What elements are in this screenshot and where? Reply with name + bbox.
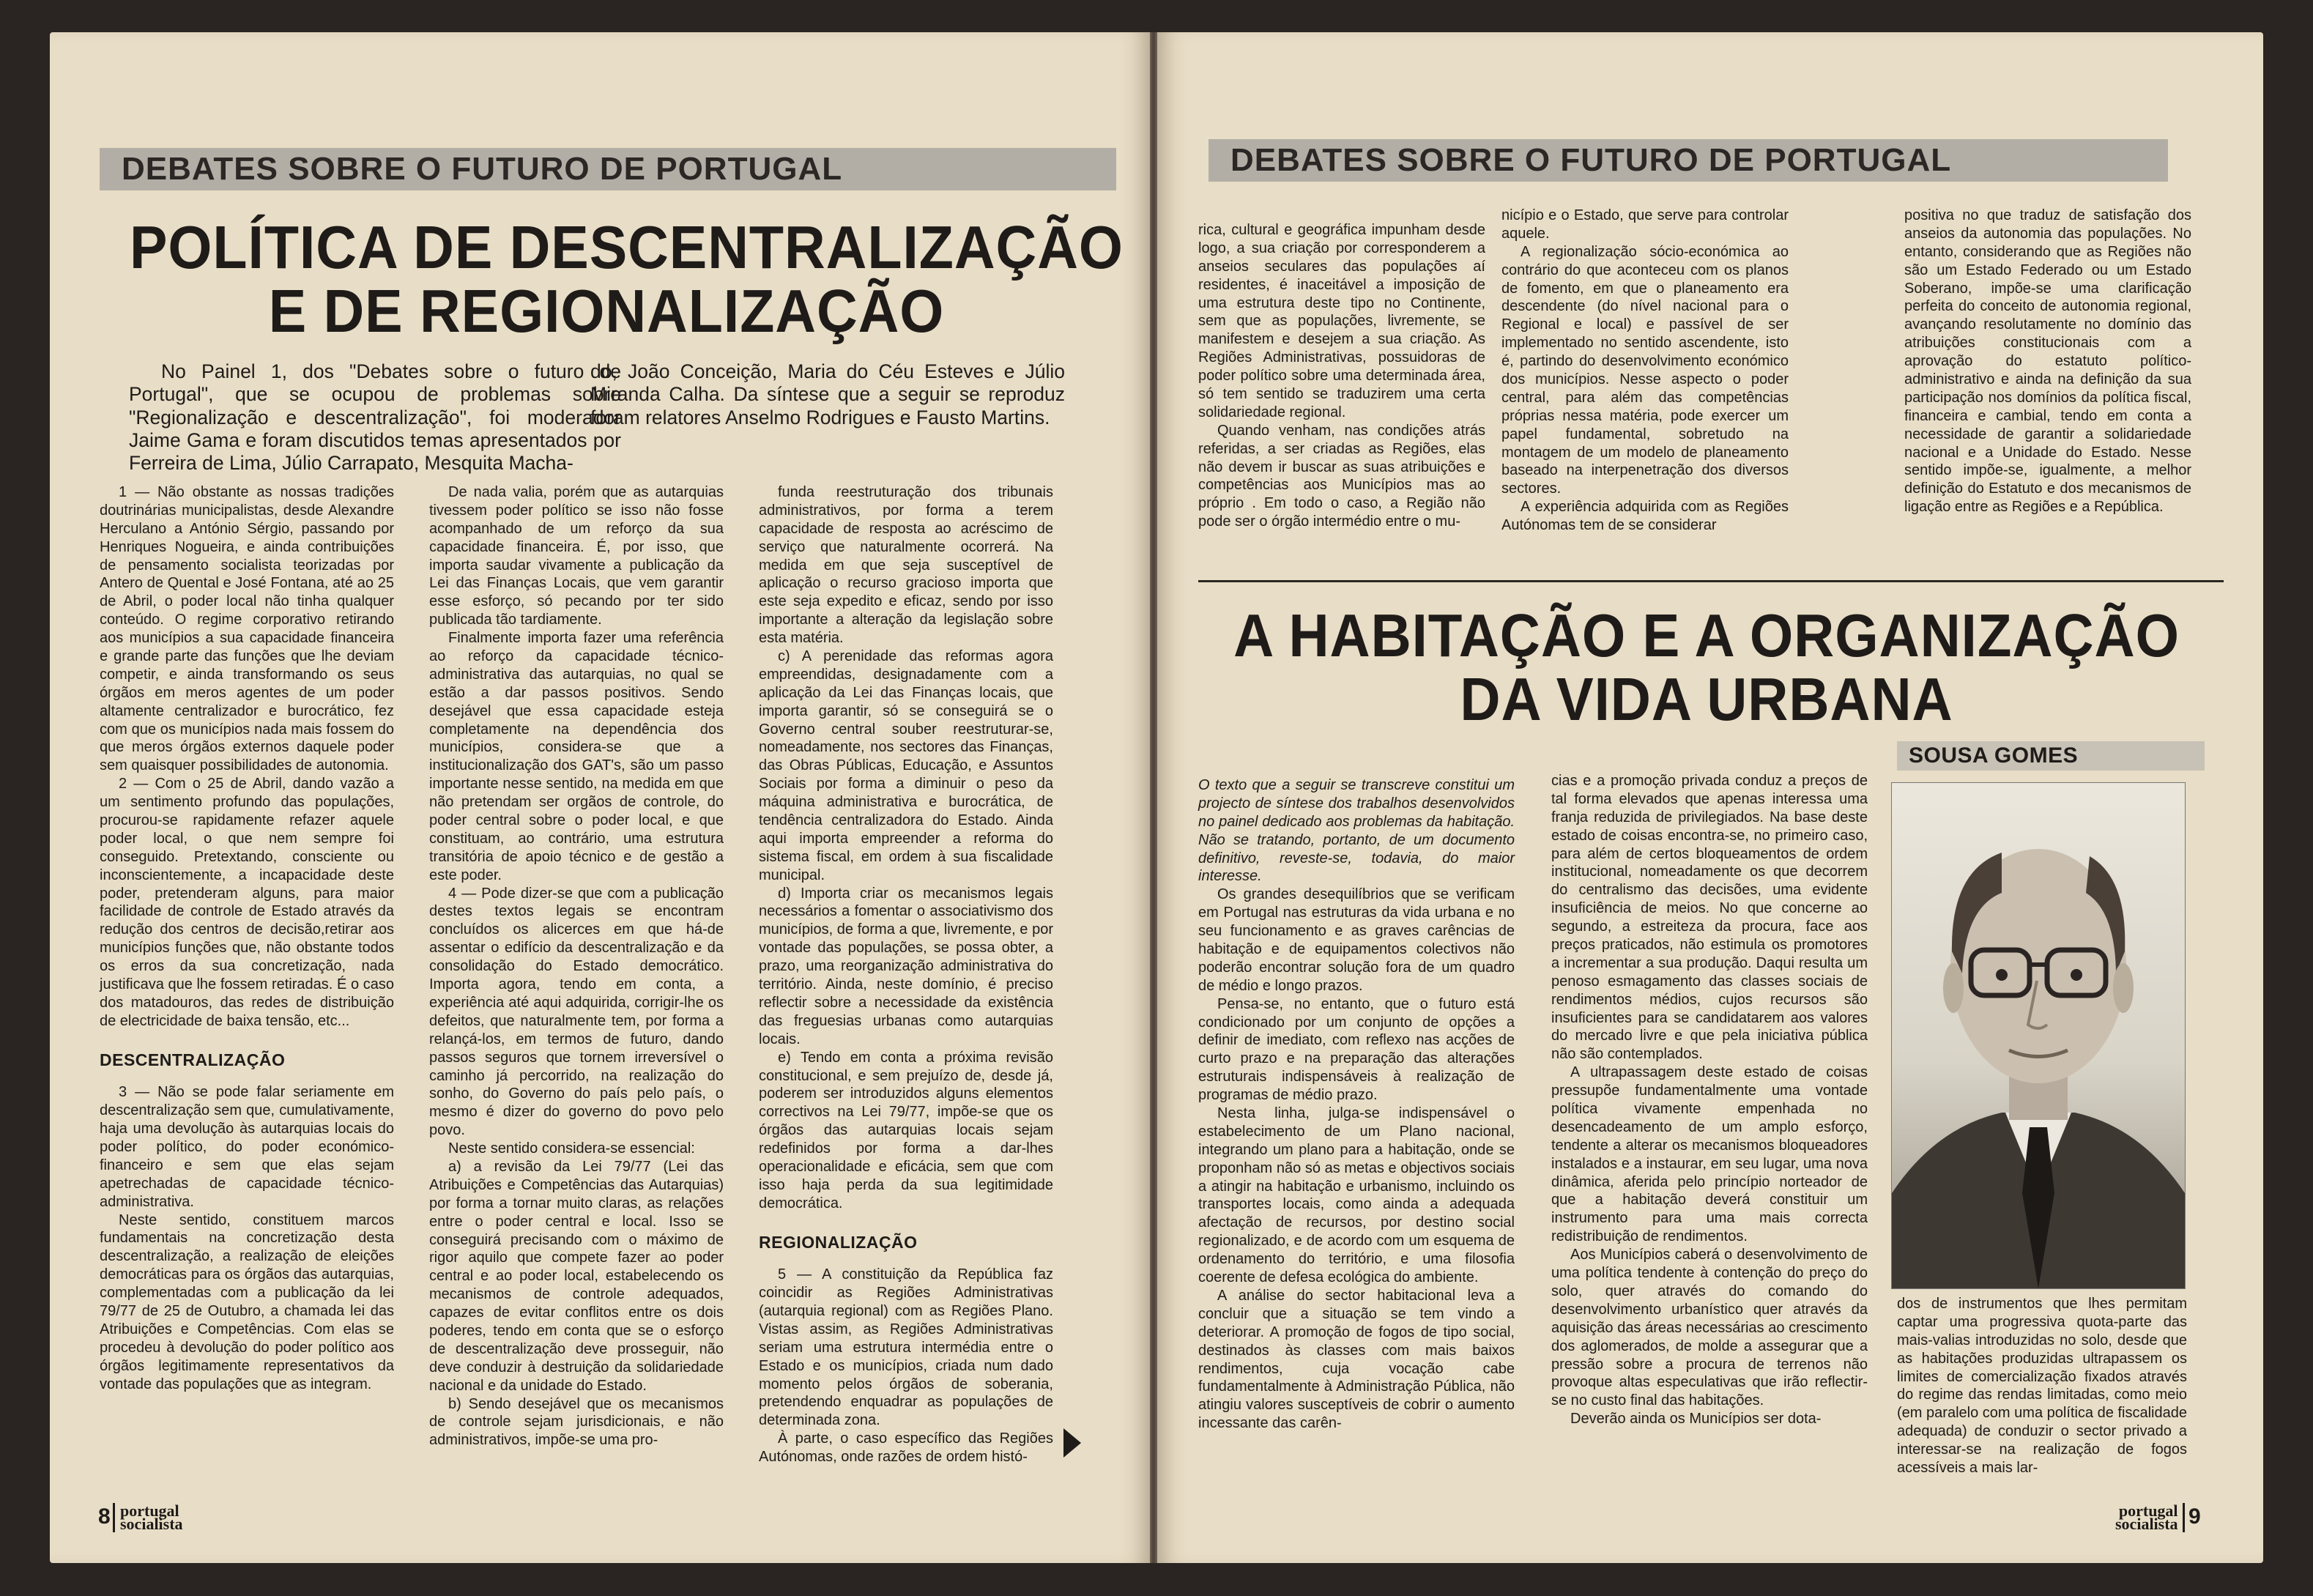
subhead-regionalizacao: REGIONALIZAÇÃO — [759, 1232, 918, 1252]
headline-line-2: E DE REGIONALIZAÇÃO — [268, 277, 945, 346]
paragraph: funda reestruturação dos tribunais administrativos, por forma a terem capacidade de resposta ao acréscimo de serviço que naturalmente ocorrerá. Na medida em que seja susceptível de aplicação o recurso gracioso importa que este seja expedito e eficaz, sendo por isso importante a alteração da legislação sobre esta matéria. — [759, 484, 1053, 647]
paragraph: 4 — Pode dizer-se que com a publicação destes textos legais se encontram concluídos os alicerces em que há-de assentar o edifício da descentralização e da consolidação do Estado democrático. Importa agora, tendo em conta, a experiência até aqui adquirida, corrigir-lhe os defeitos, que naturalmente tem, por forma a relançá-los, em termos de futuro, dando passos seguros que tornem irreversível o caminho já percorrido, na realização do sonho, do Governo do país pelo país, o mesmo é dizer do governo do povo pelo povo. — [429, 885, 724, 1139]
paragraph: a) a revisão da Lei 79/77 (Lei das Atribuições e Competências das Autarquias) por forma a tornar muito claras, as relações entre o poder central e local. Isso se conseguirá precisando com o máximo de rigor aquilo que compete fazer ao poder central e ao poder local, estabelecendo os mecanismos de controle adequados, capazes de evitar conflitos entre os dois poderes, tendo em conta que se o esforço de descentralização deve prosseguir, não deve conduzir à destruição da solidariedade nacional e da unidade do Estado. — [429, 1158, 724, 1394]
body-column-2 — [429, 483, 724, 1454]
paragraph: Pensa-se, no entanto, que o futuro está condicionado por um conjunto de opções a definir de imediato, com reflexo nas acções de curto prazo e na preparação das alterações estruturais indispensáveis à realização de programas de médio prazo. — [1198, 995, 1515, 1104]
body-column-1 — [100, 483, 394, 1454]
paragraph: c) A perenidade das reformas agora empreendidas, designadamente com a aplicação da Lei das Finanças locais, que importa garantir, só se conseguirá se o Governo central souber reestruturar-se, nomeadamente, nos sectores das Finanças, das Obras Públicas, Educação, e Assuntos Sociais por forma a diminuir o peso da máquina administrativa e burocrática, de tendência centralizadora do Estado. Ainda aqui importa empreender a reforma do sistema fiscal, em ordem à sua fiscalidade municipal. — [759, 648, 1053, 883]
footer-divider — [113, 1503, 115, 1532]
headline-line-1: A HABITAÇÃO E A ORGANIZAÇÃO — [1233, 601, 2180, 669]
intro-column-1: No Painel 1, dos "Debates sobre o futuro de Portugal", que se ocupou de problemas sobre "Regionalização e descentralização", foi moderador Jaime Gama e foram discutidos temas apresentados por Ferreira de Lima, Júlio Carrapato, Mesquita Macha- — [129, 360, 621, 475]
publication-logo: portugal socialista — [120, 1502, 183, 1533]
section-banner: DEBATES SOBRE O FUTURO DE PORTUGAL — [1209, 139, 2168, 182]
article-headline — [130, 213, 1124, 346]
paragraph: Aos Municípios caberá o desenvolvimento de uma política tendente à contenção do preço do solo, quer através do comando do desenvolvimento urbanístico quer através da aquisição das áreas necessárias ao crescimento dos aglomerados, de molde a assegurar que a pressão sobre a procura de terrenos não provoque altas especulativas que irão reflectir-se no custo final das habitações. — [1551, 1247, 1868, 1409]
paragraph: e) Tendo em conta a próxima revisão constitucional, e sem prejuízo de, desde já, poderem ser introduzidos alguns elementos correctivos na Lei 79/77, impõe-se que os órgãos das autarquias locais sejam redefinidos por forma a dar-lhes operacionalidade e eficácia, sem que com isso haja perda da sua legitimidade democrática. — [759, 1049, 1053, 1211]
article-column-1 — [1198, 776, 1515, 1509]
footer-divider — [2183, 1503, 2185, 1532]
article-column-3 — [1897, 1295, 2187, 1507]
paragraph: A análise do sector habitacional leva a concluir que a situação se tem vindo a deteriorar. A promoção de fogos de tipo social, destinados às classes com mais baixos rendimentos, cuja vocação cabe fundamentalmente à Administração Pública, não atingiu valores susceptíveis de cobrir o aumento incessante das carên- — [1198, 1287, 1515, 1432]
paragraph: A ultrapassagem deste estado de coisas pressupõe fundamentalmente uma vontade política vivamente empenhada no desencadeamento de um amplo esforço, tendente a alterar os mecanismos bloqueadores instalados e a instaurar, em seu lugar, uma nova dinâmica, aferida pelo princípio norteador de que a habitação deverá constituir um instrumento para uma mais correcta redistribuição de rendimentos. — [1551, 1064, 1868, 1245]
paragraph: De nada valia, porém que as autarquias tivessem poder político se isso não fosse acompanhado de um reforço da sua capacidade financeira. É, por isso, que importa saudar vivamente a publicação da Lei das Finanças Locais, que vem garantir esse esforço, só pecando por ter sido publicada tão tardiamente. — [429, 484, 724, 628]
portrait-photo-icon — [1892, 783, 2185, 1288]
paragraph: Finalmente importa fazer uma referência ao reforço da capacidade técnico-administrativa das autarquias, no qual se estão a dar passos positivos. Sendo desejável que essa capacidade esteja completamente na dependência dos municípios, considera-se que a institucionalização dos GAT's, são um passo importante nesse sentido, na medida em que não pretendam ser orgãos de controle, do poder central sobre o poder local, e que constituam, ao contrário, uma estrutura transitória de apoio técnico e de gestão a este poder. — [429, 630, 724, 883]
page-number: 9 — [2188, 1504, 2201, 1529]
paragraph: 3 — Não se pode falar seriamente em descentralização sem que, cumulativamente, haja uma devolução às autarquias locais do poder político, do poder económico-financeiro e sem que elas sejam apetrechadas de capacidade técnico-administrativa. — [100, 1084, 394, 1210]
section-divider — [1198, 580, 2224, 582]
author-name: SOUSA GOMES — [1909, 743, 2079, 768]
continuation-column-3 — [1904, 207, 2191, 573]
paragraph: Neste sentido considera-se essencial: — [448, 1140, 695, 1157]
continuation-column-2 — [1501, 207, 1789, 573]
page-number: 8 — [98, 1504, 111, 1529]
right-page — [1157, 32, 2263, 1563]
paragraph: cias e a promoção privada conduz a preços de tal forma elevados que apenas interessa uma franja reduzida de privilegiados. Na base deste estado de coisas encontra-se, no primeiro caso, para além de certos bloqueamentos de ordem institucional, nomeadamente os que decorrem do centralismo das decisões, uma evidente insuficiência de meios. No que concerne ao segundo, a estreiteza da procura, face aos preços praticados, não estimula os promotores a incrementar a sua produção. Daqui resulta um penoso esmagamento das classes sociais de rendimentos médios, cujos recursos são insuficientes para se candidatarem aos valores do mercado livre e que pela iniciativa pública não são contemplados. — [1551, 773, 1868, 1063]
paragraph: nicípio e o Estado, que serve para controlar aquele. — [1501, 207, 1789, 242]
author-band — [1897, 741, 2205, 771]
paragraph: d) Importa criar os mecanismos legais necessários a fomentar o associativismo dos municípios, de forma a que, livremente, e por vontade das populações, se possa obter, a prazo, uma reorganização administrativa do território. Ainda, neste domínio, é preciso reflectir sobre a necessidade da existência das freguesias urbanas como autarquias locais. — [759, 885, 1053, 1047]
paragraph: Quando venham, nas condições atrás referidas, a ser criadas as Regiões, elas não devem ir buscar as suas atribuições e competências aos Municípios mas ao próprio . Em todo o caso, a Região não pode ser o órgão intermédio entre o mu- — [1198, 422, 1485, 530]
paragraph: Neste sentido, constituem marcos fundamentais na concretização desta descentralização, a realização de eleições democráticas para os órgãos das autarquias, complementadas com a publicação da lei 79/77 de 25 de Outubro, a chamada lei das Atribuições e Competências. Com elas se procedeu à devolução do poder político aos órgãos legitimamente representativos da vontade das populações que as integram. — [100, 1211, 394, 1392]
paragraph: Os grandes desequilíbrios que se verificam em Portugal nas estruturas da vida urbana e no seu funcionamento e as graves carências de habitação e de equipamentos colectivos não poderão encontrar solução fora de um quadro de médio e longo prazos. — [1198, 886, 1515, 994]
continuation-column-1 — [1198, 221, 1485, 573]
paragraph: Deverão ainda os Municípios ser dota- — [1570, 1411, 1822, 1428]
paragraph: dos de instrumentos que lhes permitam captar uma progressiva quota-parte das mais-valias introduzidas no solo, desde que as habitações produzidas ultrapassem os limites de comercialização fixados através do regime das rendas limitadas, como meio (em paralelo com uma política de fiscalidade adequada) de conduzir o sector privado a interessar-se na realização de fogos acessíveis a mais lar- — [1897, 1296, 2187, 1477]
paragraph: 5 — A constituição da República faz coincidir as Regiões Administrativas (autarquia regional) com as Regiões Plano. Vistas assim, as Regiões Administrativas seriam uma estrutura intermédia entre o Estado e os municípios, criada num dado momento pelos órgãos de soberania, pretendendo enquadrar as populações de determinada zona. — [759, 1266, 1053, 1429]
headline-line-1: POLÍTICA DE DESCENTRALIZAÇÃO — [130, 213, 1124, 281]
body-column-3 — [759, 483, 1053, 1466]
left-page — [50, 32, 1150, 1563]
paragraph: Nesta linha, julga-se indispensável o estabelecimento de um Plano nacional, integrando um plano para a habitação, onde se proponham não só as metas e objectivos sociais a atingir na habitação e urbanismo, incluindo os transportes locais, como ainda a adequada afectação de recursos, por destino social regionalizado, e de acordo com um esquema de ordenamento do território, e uma filosofia coerente de defesa ecológica do ambiente. — [1198, 1105, 1515, 1286]
paragraph: À parte, o caso específico das Regiões Autónomas, onde razões de ordem histó- — [759, 1430, 1053, 1466]
paragraph: 2 — Com o 25 de Abril, dando vazão a um sentimento profundo das populações, procurou-se rapidamente refazer aquele poder local, o que nem sempre foi conseguido. Pretextando, consciente ou inconscientemente, a incapacidade deste poder, pretenderam alguns, para maior facilidade de controle de Estado através da redução dos centros de decisão,retirar aos municípios funções que, não obstante todos os erros da sua concretização, nada justificava que lhe fossem retiradas. É o caso dos matadouros, das redes de distribuição de electricidade de baixa tensão, etc... — [100, 776, 394, 1029]
paragraph: A regionalização sócio-económica ao contrário do que aconteceu com os planos de fomento, em que o planeamento era descendente (do nível nacional para o Regional e local) e passível de ser implementado no sentido ascendente, isto é, partindo do desenvolvimento económico dos municípios. Nesse aspecto o poder central, para além das competências próprias nessa matéria, pode exercer um papel fundamental, sobretudo na montagem de um modelo de planeamento baseado na interpenetração dos diversos sectores. — [1501, 243, 1789, 497]
subhead-descentralizacao: DESCENTRALIZAÇÃO — [100, 1050, 286, 1069]
headline-line-2: DA VIDA URBANA — [1460, 665, 1953, 734]
intro-column-2: do, João Conceição, Maria do Céu Esteves e Júlio Miranda Calha. Da síntese que a seguir se reproduz foram relatores Anselmo Rodrigues e Fausto Martins. — [590, 360, 1065, 428]
paragraph: A experiência adquirida com as Regiões Autónomas tem de se considerar — [1501, 499, 1789, 534]
paragraph: 1 — Não obstante as nossas tradições doutrinárias municipalistas, desde Alexandre Herculano a António Sérgio, passando por Henriques Nogueira, e ainda contribuições de pensamento socialista teorizadas por Antero de Quental e José Fontana, até ao 25 de Abril, o poder local não tinha qualquer conteúdo. O regime corporativo retirando aos municípios a sua capacidade financeira e grande parte das funções que lhe deviam competir, e ainda transformando os seus órgãos em meros agentes de um poder altamente centralizador e burocrático, fez com que os municípios nada mais fossem do que meros órgãos externos daquele poder sem quaisquer possibilidades de autonomia. — [100, 484, 394, 774]
article-column-2 — [1551, 772, 1868, 1509]
publication-logo: portugal socialista — [2115, 1502, 2178, 1533]
lead-paragraph: O texto que a seguir se transcreve constitui um projecto de síntese dos trabalhos desenvolvidos no painel dedicado aos problemas da habitação. Não se tratando, portanto, de um documento definitivo, reveste-se, todavia, do maior interesse. — [1198, 777, 1515, 885]
paragraph: b) Sendo desejável que os mecanismos de controle sejam jurisdicionais, e não administrativos, impõe-se uma pro- — [429, 1395, 724, 1449]
paragraph: rica, cultural e geográfica impunham desde logo, a sua criação por corresponderem a anseios seculares das populações aí residentes, é inaceitável a imposição de uma estrutura deste tipo no Continente, sem que as populações, livremente, se manifestem e desejem a sua criação. As Regiões Administrativas, possuidoras de poder político sobre uma determinada área, só tem sentido se traduzirem uma certa solidariedade regional. — [1198, 222, 1485, 420]
continue-arrow-icon — [1063, 1428, 1081, 1458]
paragraph: positiva no que traduz de satisfação dos anseios da autonomia das populações. No entanto, considerando que as Regiões não são um Estado Federado ou um Estado Soberano, impõe-se uma clarificação perfeita do conceito de autonomia regional, avançando resolutamente no domínio das atribuições constitucionais com a aprovação do estatuto político-administrativo e ainda na definição da sua participação nos domínios da política fiscal, financeira e cambial, tendo em conta a necessidade de garantir a solidariedade nacional e a Unidade do Estado. Nesse sentido impõe-se, igualmente, a melhor definição do Estatuto e dos mecanismos de ligação entre as Regiões e a República. — [1904, 207, 2191, 516]
article-headline — [1228, 601, 2185, 734]
section-banner: DEBATES SOBRE O FUTURO DE PORTUGAL — [100, 148, 1116, 190]
portrait-photo — [1891, 782, 2186, 1289]
